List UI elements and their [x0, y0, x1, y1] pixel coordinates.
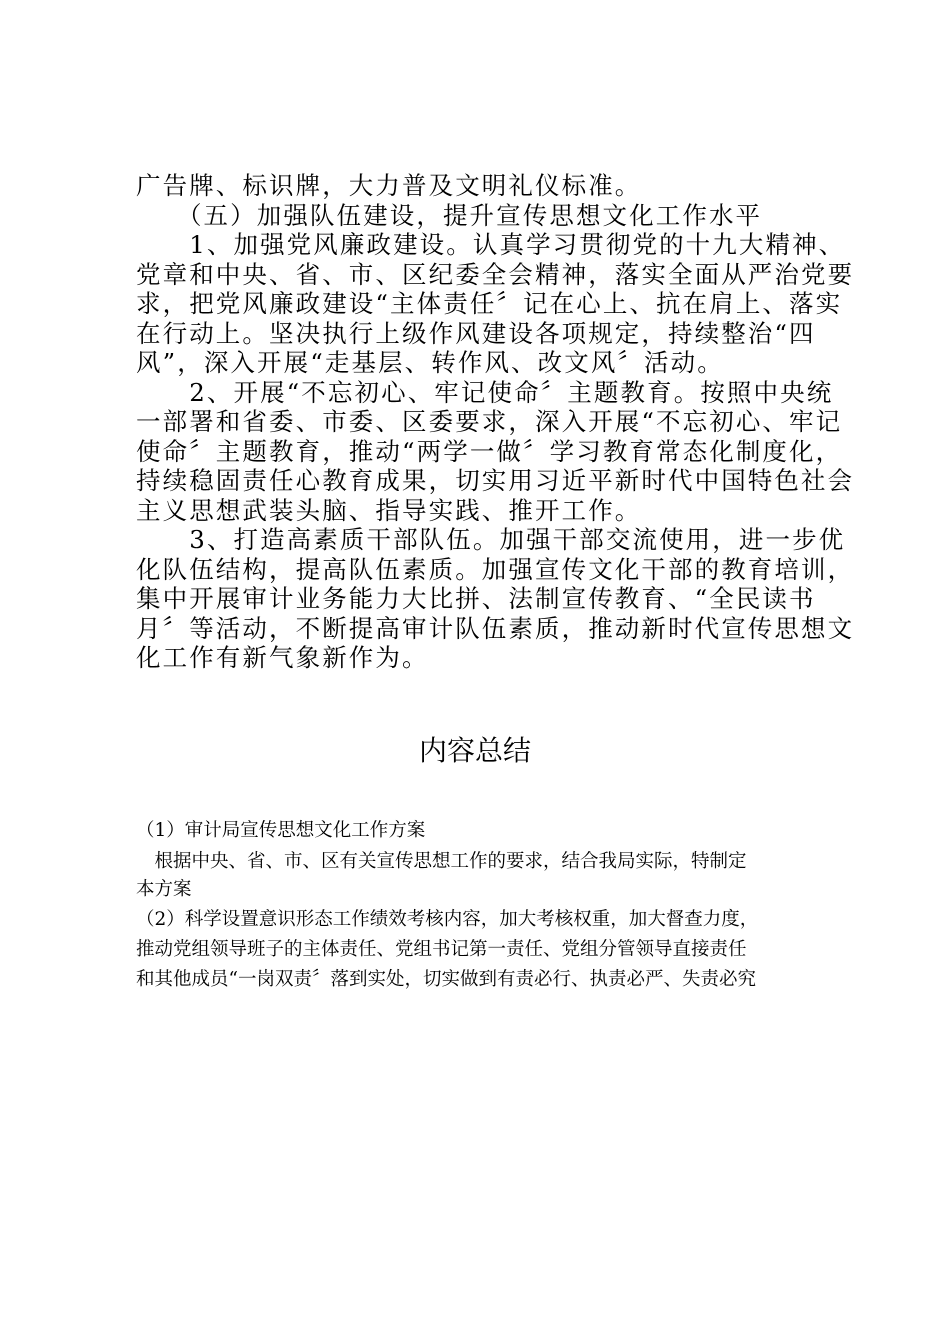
paragraph-line: 化工作有新气象新作为。 [136, 643, 429, 672]
paragraph-line: 持续稳固责任心教育成果，切实用习近平新时代中国特色社会 [136, 466, 855, 495]
paragraph-line: 在行动上。坚决执行上级作风建设各项规定，持续整治“四 [136, 318, 816, 348]
summary-line: 本方案 [136, 879, 192, 900]
summary-line: 根据中央、省、市、区有关宣传思想工作的要求，结合我局实际，特制定 [136, 851, 747, 872]
paragraph-line: 月〞等活动，不断提高审计队伍素质，推动新时代宣传思想文 [136, 613, 855, 643]
paragraph-line: 2、开展“不忘初心、牢记使命〞主题教育。按照中央统 [136, 377, 834, 407]
paragraph-line: 化队伍结构，提高队伍素质。加强宣传文化干部的教育培训， [136, 554, 855, 584]
paragraph-line: 1、加强党风廉政建设。认真学习贯彻党的十九大精神、 [136, 230, 846, 259]
summary-title: 内容总结 [418, 734, 531, 767]
summary-line: 和其他成员“一岗双责〞落到实处，切实做到有责必行、执责必严、失责必究 [136, 969, 756, 990]
paragraph-line: 求，把党风廉政建设“主体责任〞记在心上、抗在肩上、落实 [136, 289, 843, 318]
paragraph-line: 党章和中央、省、市、区纪委全会精神，落实全面从严治党要 [136, 259, 855, 289]
paragraph-line: 3、打造高素质干部队伍。加强干部交流使用，进一步优 [136, 525, 846, 554]
paragraph-line: 风”，深入开展“走基层、转作风、改文风〞活动。 [136, 348, 724, 377]
paragraph-line: 广告牌、标识牌，大力普及文明礼仪标准。 [136, 171, 642, 200]
paragraph-line: 主义思想武装头脑、指导实践、推开工作。 [136, 495, 642, 525]
section-heading: （五）加强队伍建设，提升宣传思想文化工作水平 [136, 200, 763, 230]
summary-line: （1）审计局宣传思想文化工作方案 [136, 820, 426, 841]
paragraph-line: 集中开展审计业务能力大比拼、法制宣传教育、“全民读书 [136, 584, 816, 613]
paragraph-line: 一部署和省委、市委、区委要求，深入开展“不忘初心、牢记 [136, 407, 843, 436]
paragraph-line: 使命〞主题教育，推动“两学一做〞学习教育常态化制度化， [136, 436, 843, 466]
summary-line: 推动党组领导班子的主体责任、党组书记第一责任、党组分管领导直接责任 [136, 939, 747, 960]
summary-line: （2）科学设置意识形态工作绩效考核内容，加大考核权重，加大督查力度， [136, 909, 759, 930]
